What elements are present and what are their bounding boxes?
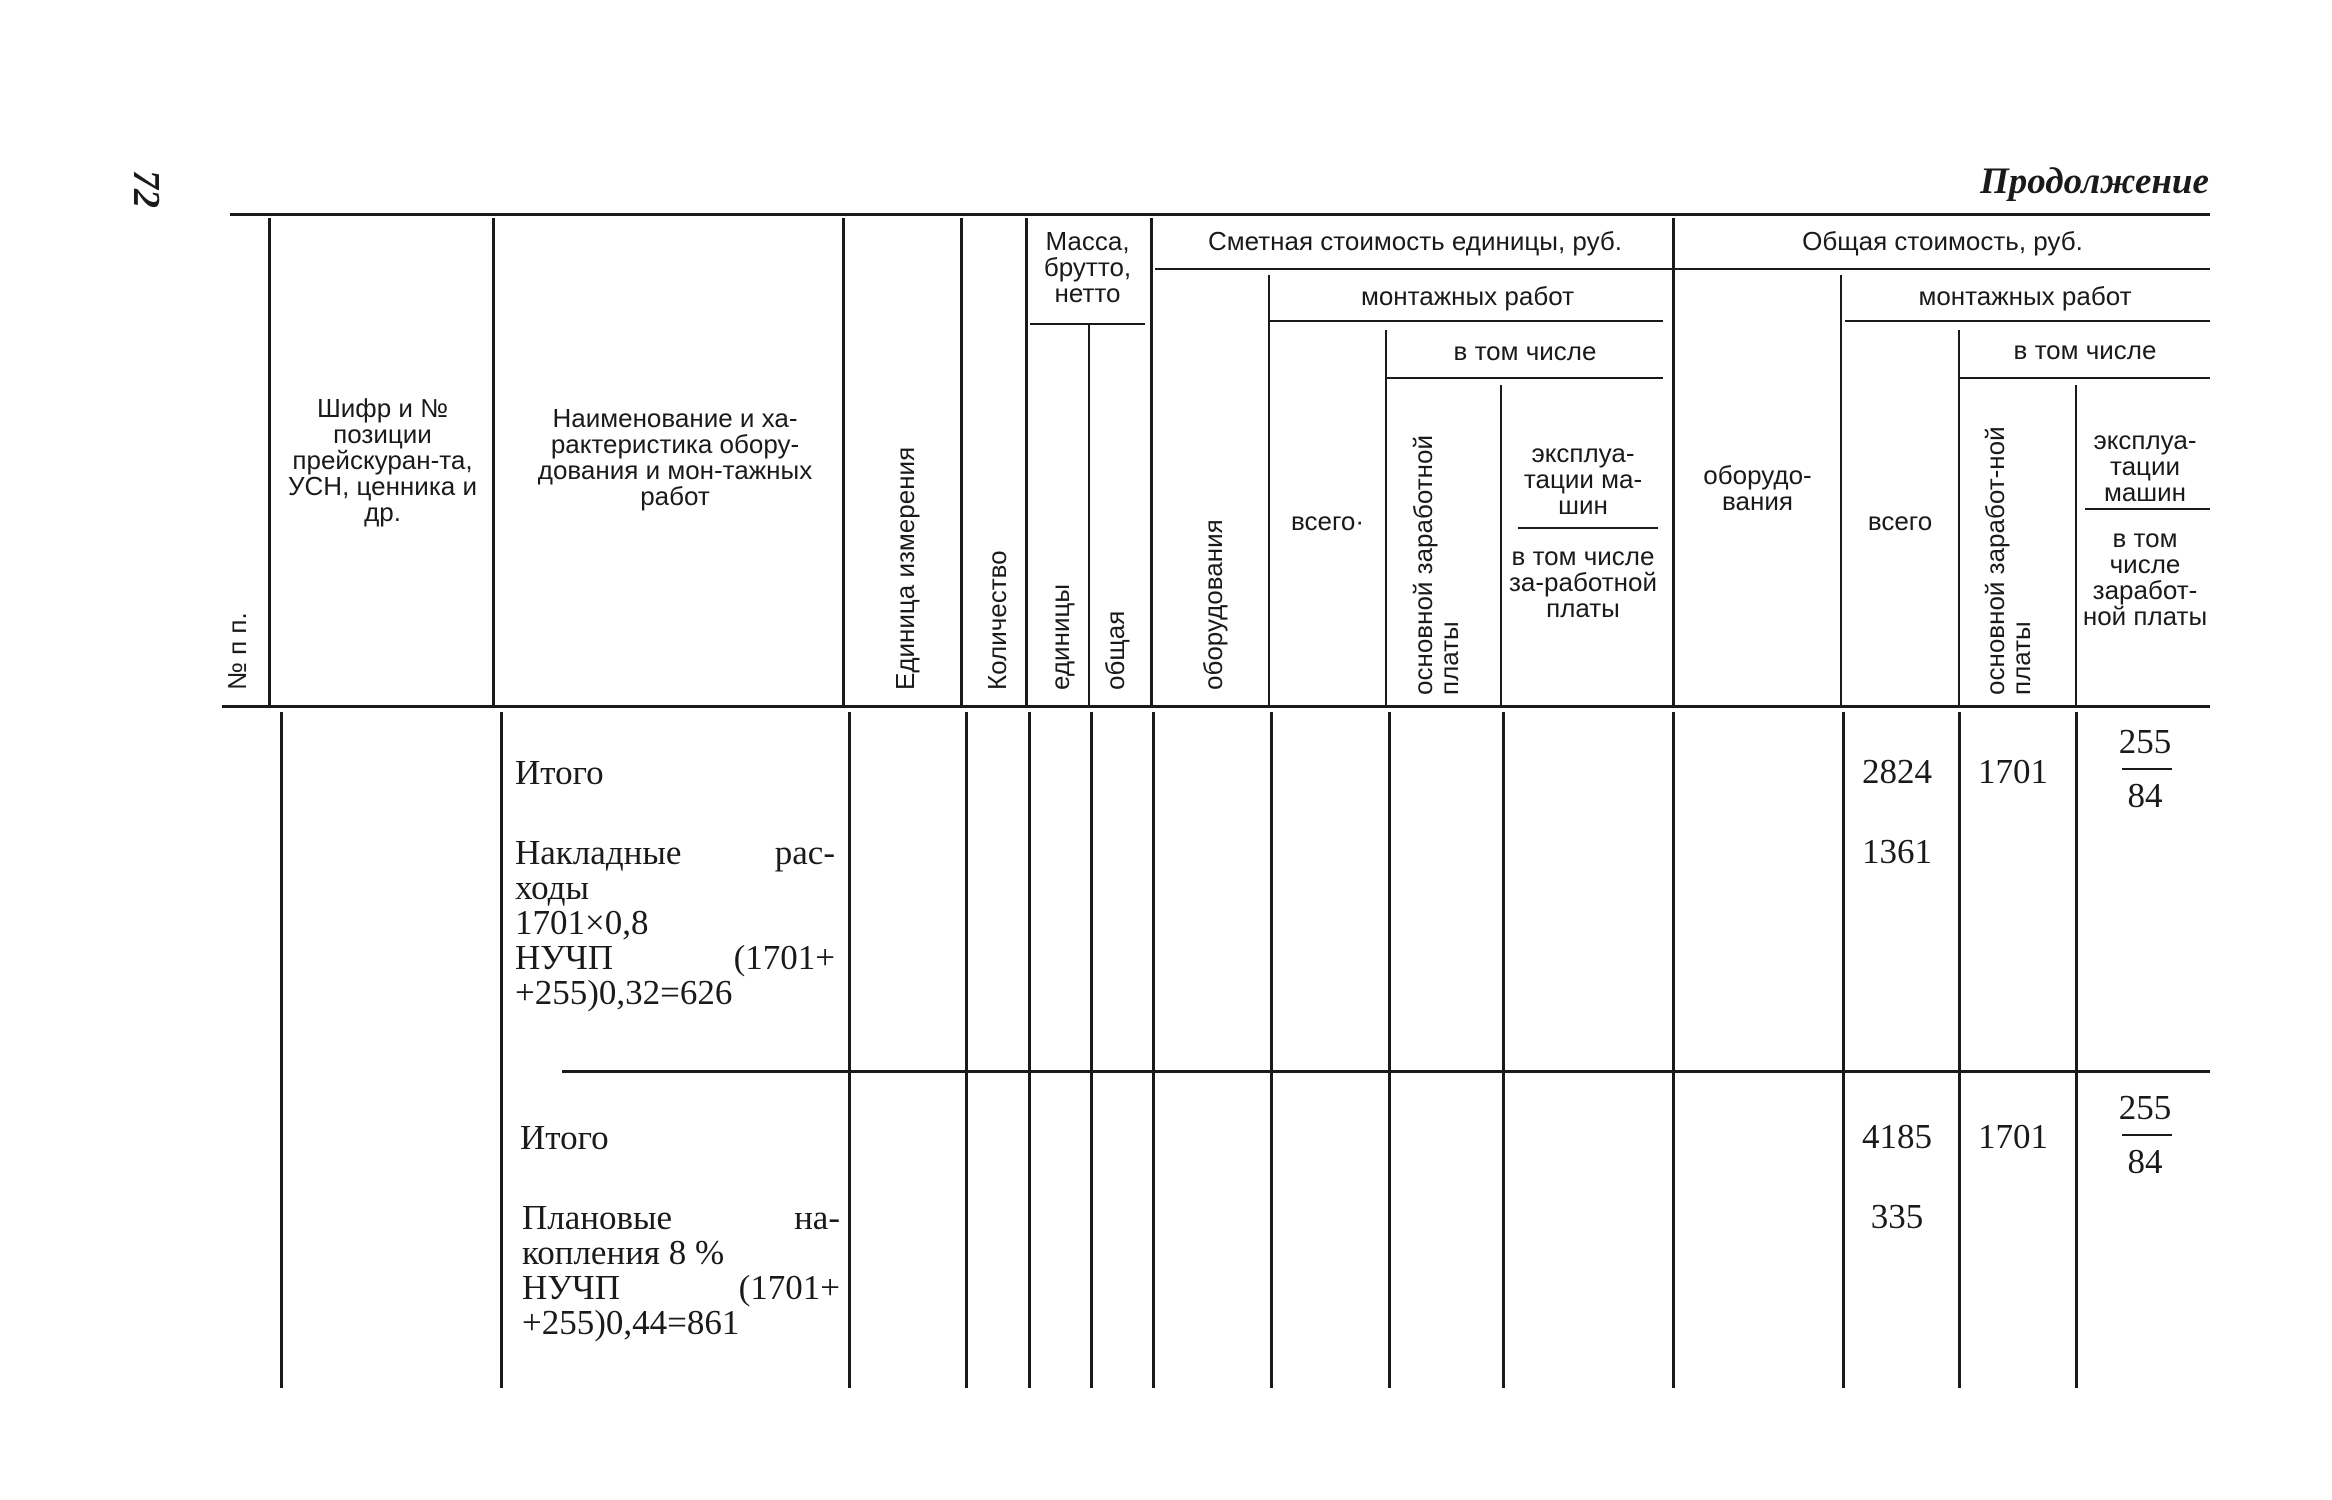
header-mass-unit: единицы: [1045, 583, 1075, 690]
header-total-base-wage: основной заработ-ной платы: [1980, 426, 2036, 695]
fraction-bar: [2122, 1134, 2172, 1136]
header-quantity: Количество: [982, 550, 1012, 690]
header-code: Шифр и № позиции прейскуран-та, УСН, ценника и др.: [288, 393, 477, 527]
table-top-rule: [230, 213, 2210, 216]
row-itogo-2-label: Итого: [520, 1118, 609, 1157]
header-unit-base-wage: основной заработной платы: [1408, 435, 1464, 695]
header-name: Наименование и ха-рактеристика обору-дования и мон-тажных работ: [537, 403, 813, 511]
header-unit-machine-incl-wage: в том числе за-работной платы: [1509, 541, 1657, 623]
header-mass-group: Масса, брутто, нетто: [1043, 226, 1132, 308]
header-total-install-group: монтажных работ: [1918, 281, 2132, 311]
header-row-number: № п п.: [222, 612, 252, 690]
header-unit-cost-group: Сметная стоимость единицы, руб.: [1208, 226, 1622, 256]
header-unit: Единица измерения: [890, 446, 920, 690]
header-unit-machine-op: эксплуа-тации ма-шин: [1523, 438, 1643, 520]
header-total-machine-incl-wage: в том числе заработ-ной платы: [2082, 523, 2208, 631]
continuation-caption: Продолжение: [1980, 161, 2209, 202]
row-itogo-2-machine-wage: 84: [2127, 1142, 2163, 1181]
row-planned-label: Плановые на- копления 8 % НУЧП (1701+ +255)0,44=861: [522, 1198, 840, 1342]
header-unit-incl: в том числе: [1453, 336, 1597, 366]
row-itogo-1-label: Итого: [515, 753, 604, 792]
row-planned-total: 335: [1870, 1197, 1924, 1236]
row-itogo-1-machine-wage: 84: [2127, 776, 2163, 815]
subtotal-divider: [562, 1070, 2210, 1073]
header-total-equipment: оборудо-вания: [1703, 460, 1812, 516]
row-overhead-label: Накладные рас- ходы 1701×0,8 НУЧП (1701+ +255)0,32=626: [515, 833, 835, 1012]
header-total-cost-group: Общая стоимость, руб.: [1802, 226, 2083, 256]
header-total-machine-op: эксплуа-тации машин: [2093, 425, 2197, 507]
header-unit-equipment: оборудования: [1198, 519, 1228, 690]
row-itogo-2-base-wage: 1701: [1978, 1117, 2048, 1156]
row-itogo-1-total: 2824: [1862, 752, 1932, 791]
header-unit-install-total: всего·: [1290, 506, 1364, 536]
row-itogo-1-machine: 255: [2118, 722, 2172, 761]
row-itogo-2-machine: 255: [2118, 1088, 2172, 1127]
row-itogo-2-total: 4185: [1862, 1117, 1932, 1156]
header-bottom-rule: [222, 705, 2210, 708]
row-overhead-total: 1361: [1862, 832, 1932, 871]
header-mass-total: общая: [1100, 610, 1130, 690]
header-total-install-total: всего: [1867, 506, 1933, 536]
row-itogo-1-base-wage: 1701: [1978, 752, 2048, 791]
fraction-bar: [2122, 768, 2172, 770]
header-total-incl: в том числе: [2013, 335, 2157, 365]
page-number: 72: [125, 170, 167, 208]
header-unit-install-group: монтажных работ: [1360, 281, 1575, 311]
